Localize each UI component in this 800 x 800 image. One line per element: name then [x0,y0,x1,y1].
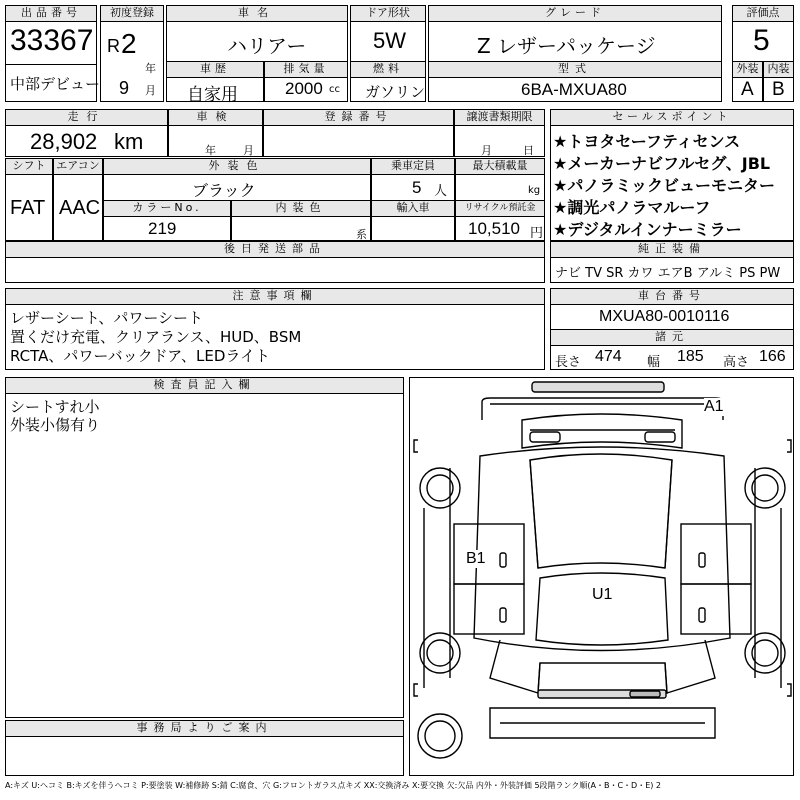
sales-point-item: ★パノラミックビューモニター [553,176,776,195]
inspector-box [5,393,404,718]
recycle-label: リサイクル預託金 [455,200,545,217]
exterior-grade-cell [732,77,763,102]
sales-points-box [550,125,794,241]
fuel-label: 燃料 [350,61,426,78]
spec-cell [550,345,794,370]
color-no-cell [103,216,231,241]
inspector-label: 検査員記入欄 [5,377,404,394]
grade-cell [428,21,722,62]
ext-color-cell [103,174,371,201]
insp-month-unit: 月 [243,144,254,157]
score-cell [732,21,794,62]
width: 185 [677,348,704,365]
insp-year-unit: 年 [205,144,216,157]
ext-color-label: 外装色 [103,158,371,175]
damage-mark: B1 [466,550,486,567]
notes-box [5,304,545,370]
transfer-cell [454,125,545,157]
capacity: 5 [412,178,422,197]
lot-no-cell [5,21,97,65]
length-label: 長さ [555,355,582,370]
load-cell [455,174,545,201]
exterior-grade: A [741,79,754,100]
score-label: 評価点 [732,5,794,22]
lot-no-label: 出品番号 [5,5,97,22]
capacity-cell [371,174,455,201]
door-type: 5W [373,28,406,53]
later-parts-label: 後日発送部品 [5,241,545,258]
history-cell [166,77,264,105]
height-label: 高さ [723,355,750,370]
legend: A:キズ U:ヘコミ B:キズを伴うヘコミ P:要塗装 W:補修跡 S:錆 C:腐食、穴 G:フロントガラス点キズ XX:交換済み X:要交換 欠:欠品 内外・外装評価 5段階ランク順(A・B・C・D・E) 2 [5,781,662,790]
car-name-cell [166,21,348,62]
grade-label: グレード [428,5,722,22]
capacity-label: 乗車定員 [371,158,455,175]
recycle-unit: 円 [530,226,544,241]
note-line: レザーシート、パワーシート [10,309,204,327]
grade: Z レザーパッケージ [477,34,656,58]
notes-label: 注意事項欄 [5,288,545,305]
office-box [5,736,404,776]
sales-points-label: セールスポイント [550,109,794,126]
int-color-label: 内装色 [231,200,371,217]
car-name-label: 車名 [166,5,348,22]
exterior-grade-label: 外装 [732,61,763,78]
height: 166 [759,348,786,365]
mileage-label: 走行 [5,109,168,126]
fuel: ガソリン [365,83,426,101]
reg-month: 9 [119,78,130,98]
reg-month-unit: 月 [145,84,156,97]
model-label: 型式 [428,61,722,78]
car-outline-icon [410,378,795,777]
door-cell [350,21,426,62]
era: R [107,36,120,56]
lot-no: 33367 [10,24,94,57]
mileage-cell [5,125,168,157]
displacement: 2000 [285,79,323,98]
damage-mark: A1 [704,398,724,415]
mileage: 28,902 [30,129,98,154]
load-label: 最大積載量 [455,158,545,175]
damage-mark: U1 [592,586,613,603]
chassis-no: MXUA80-0010116 [599,308,730,325]
interior-grade-label: 内装 [763,61,794,78]
interior-grade-cell [763,77,794,102]
sales-point-item: ★調光パノラマルーフ [553,198,711,217]
inspection-label: 車検 [168,109,263,126]
inspector-line: 外装小傷有り [10,416,101,434]
debut-cell [5,64,101,102]
sales-point-item: ★メーカーナビフルセグ、JBL [553,154,771,173]
reg-no-cell [263,125,454,157]
load-unit: kg [528,185,541,196]
color-no: 219 [148,219,177,238]
interior-grade: B [772,79,785,100]
model-cell [428,77,722,102]
score: 5 [753,24,770,57]
length: 474 [595,348,622,365]
reg-year-unit: 年 [145,62,156,75]
ac: AAC [59,197,101,219]
ac-cell [53,174,103,241]
shift-label: シフト [5,158,53,175]
recycle: 10,510 [468,219,520,238]
equipment-label: 純正装備 [550,241,794,258]
inspector-line: シートすれ小 [10,398,100,416]
shift: FAT [10,197,46,219]
ext-color: ブラック [192,181,256,200]
vehicle-diagram [409,377,794,776]
first-reg-label: 初度登録 [100,5,164,22]
first-reg-cell [100,21,164,102]
car-name: ハリアー [227,34,307,58]
note-line: 置くだけ充電、クリアランス、HUD、BSM [10,328,302,346]
note-line: RCTA、パワーバックドア、LEDライト [10,347,270,365]
sales-point-item: ★トヨタセーフティセンス [553,132,741,151]
displacement-label: 排気量 [264,61,348,78]
debut-label: 中部デビュー [10,75,101,93]
model: 6BA-MXUA80 [521,80,627,99]
office-label: 事務局よりご案内 [5,720,404,737]
later-parts-cell [5,257,545,283]
int-color-unit: 系 [356,228,367,241]
transfer-label: 譲渡書類期限 [454,109,545,126]
inspection-cell [168,125,263,157]
equipment-items: ナビ TV SR カワ エアB アルミ PS PW [555,266,781,281]
chassis-label: 車台番号 [550,288,794,305]
reg-year: 2 [121,28,137,59]
displacement-cell [264,77,348,102]
mileage-unit: km [114,129,144,154]
chassis-cell [550,304,794,330]
import-label: 輸入車 [371,200,455,217]
int-color-cell [231,216,371,241]
reg-no-label: 登録番号 [263,109,454,126]
capacity-unit: 人 [434,184,448,199]
history: 自家用 [187,85,238,105]
transfer-day-unit: 日 [523,144,534,157]
ac-label: エアコン [53,158,103,175]
shift-cell [5,174,53,241]
color-no-label: カラーNo. [103,200,231,217]
door-label: ドア形状 [350,5,426,22]
transfer-month-unit: 月 [481,144,492,157]
width-label: 幅 [647,355,661,370]
displacement-unit: cc [329,84,340,95]
recycle-cell [455,216,545,241]
equipment-cell [550,257,794,283]
fuel-cell [350,77,426,102]
history-label: 車歴 [166,61,264,78]
spec-label: 諸元 [550,329,794,346]
sales-point-item: ★デジタルインナーミラー [553,220,742,239]
import-cell [371,216,455,241]
